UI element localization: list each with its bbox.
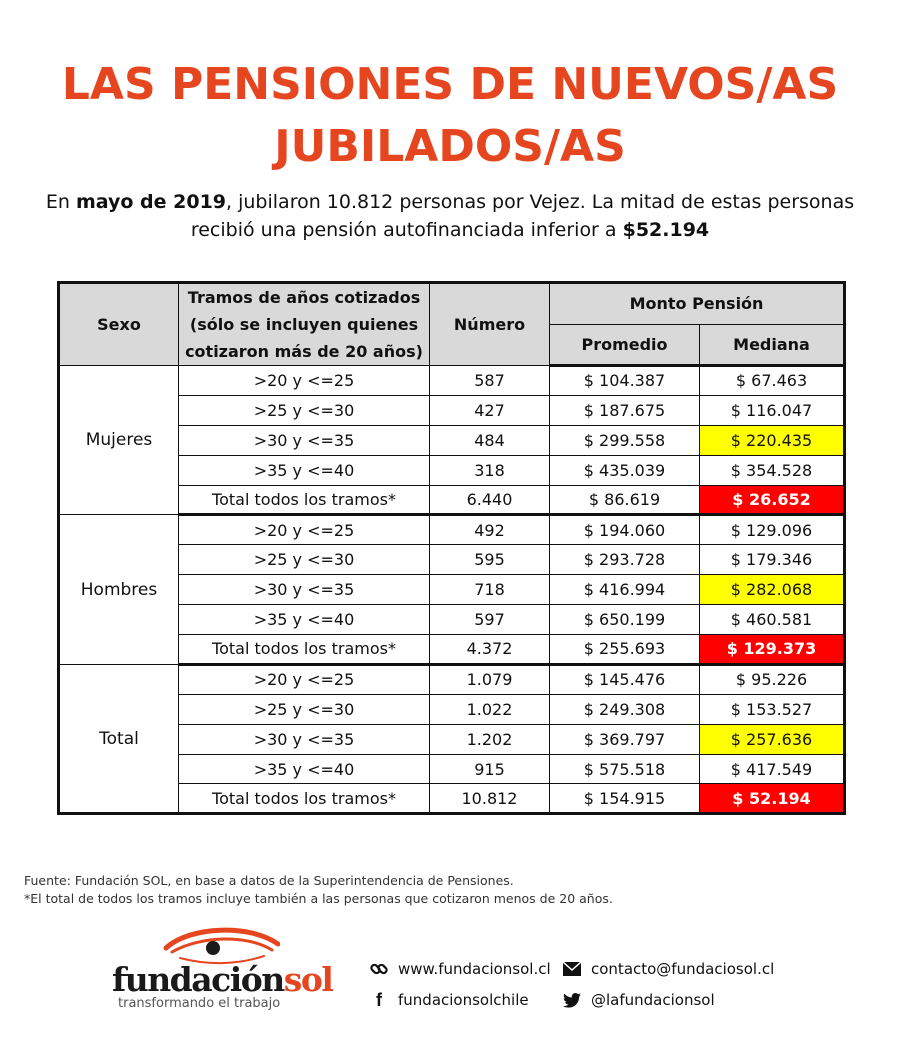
cell-tramo: Total todos los tramos*	[179, 635, 430, 665]
website-contact[interactable]	[370, 960, 551, 978]
header-numero: Número	[430, 283, 550, 366]
logo-word-main: fundación	[112, 960, 284, 999]
cell-numero: 587	[430, 366, 550, 396]
cell-mediana: $ 95.226	[700, 664, 845, 694]
cell-mediana: $ 116.047	[700, 395, 845, 425]
twitter-link[interactable]: @lafundacionsol	[591, 991, 715, 1009]
cell-numero: 1.022	[430, 694, 550, 724]
cell-mediana: $ 417.549	[700, 754, 845, 784]
cell-mediana: $ 67.463	[700, 366, 845, 396]
cell-sexo: Hombres	[59, 515, 179, 664]
cell-promedio: $ 145.476	[550, 664, 700, 694]
cell-sexo: Mujeres	[59, 366, 179, 515]
header-mediana: Mediana	[700, 324, 845, 366]
table-row	[59, 515, 845, 545]
cell-mediana: $ 26.652	[700, 485, 845, 515]
cell-tramo: Total todos los tramos*	[179, 784, 430, 814]
cell-tramo: >25 y <=30	[179, 694, 430, 724]
cell-mediana: $ 153.527	[700, 694, 845, 724]
twitter-contact[interactable]	[563, 991, 715, 1009]
cell-tramo: >35 y <=40	[179, 754, 430, 784]
facebook-link[interactable]: fundacionsolchile	[398, 991, 529, 1009]
table-body	[59, 366, 845, 814]
header-tramos: Tramos de años cotizados (sólo se incluyen quienes cotizaron más de 20 años)	[179, 283, 430, 366]
cell-promedio: $ 435.039	[550, 455, 700, 485]
logo-word-accent: sol	[283, 960, 333, 999]
title-line-1: LAS PENSIONES DE NUEVOS/AS	[61, 59, 839, 110]
source-note: Fuente: Fundación SOL, en base a datos de la Superintendencia de Pensiones.	[24, 873, 514, 888]
cell-tramo: >35 y <=40	[179, 455, 430, 485]
notes	[24, 872, 884, 908]
table-row	[59, 664, 845, 694]
header-monto-pension: Monto Pensión	[550, 283, 845, 325]
cell-promedio: $ 104.387	[550, 366, 700, 396]
cell-numero: 597	[430, 605, 550, 635]
cell-mediana: $ 129.373	[700, 635, 845, 665]
cell-promedio: $ 249.308	[550, 694, 700, 724]
cell-numero: 915	[430, 754, 550, 784]
cell-numero: 1.202	[430, 724, 550, 754]
cell-promedio: $ 86.619	[550, 485, 700, 515]
website-link[interactable]: www.fundacionsol.cl	[398, 960, 551, 978]
cell-tramo: Total todos los tramos*	[179, 485, 430, 515]
cell-promedio: $ 369.797	[550, 724, 700, 754]
cell-tramo: >20 y <=25	[179, 664, 430, 694]
cell-promedio: $ 154.915	[550, 784, 700, 814]
cell-mediana: $ 129.096	[700, 515, 845, 545]
cell-numero: 4.372	[430, 635, 550, 665]
cell-mediana: $ 52.194	[700, 784, 845, 814]
logo-tagline: transformando el trabajo	[118, 996, 281, 1011]
cell-mediana: $ 282.068	[700, 575, 845, 605]
cell-tramo: >20 y <=25	[179, 515, 430, 545]
page-title	[0, 54, 900, 178]
cell-mediana: $ 354.528	[700, 455, 845, 485]
envelope-icon	[563, 960, 581, 978]
cell-numero: 595	[430, 545, 550, 575]
facebook-icon: f	[376, 989, 382, 1010]
cell-promedio: $ 299.558	[550, 425, 700, 455]
subtitle-text-2: , jubilaron 10.812 personas por Vejez. La mitad de estas personas recibió una pensión autofinanciada inferior a	[190, 191, 855, 241]
cell-tramo: >25 y <=30	[179, 395, 430, 425]
cell-mediana: $ 220.435	[700, 425, 845, 455]
subtitle	[20, 188, 880, 244]
cell-tramo: >20 y <=25	[179, 366, 430, 396]
header-sexo: Sexo	[59, 283, 179, 366]
cell-numero: 427	[430, 395, 550, 425]
cell-tramo: >35 y <=40	[179, 605, 430, 635]
cell-numero: 1.079	[430, 664, 550, 694]
twitter-icon	[563, 991, 581, 1009]
email-contact[interactable]	[563, 960, 774, 978]
pension-table	[57, 281, 846, 815]
subtitle-text-1: En	[45, 191, 76, 213]
cell-promedio: $ 293.728	[550, 545, 700, 575]
logo-wordmark	[112, 960, 332, 999]
cell-numero: 484	[430, 425, 550, 455]
facebook-contact[interactable]	[370, 991, 529, 1009]
cell-tramo: >30 y <=35	[179, 425, 430, 455]
cell-mediana: $ 179.346	[700, 545, 845, 575]
title-line-2: JUBILADOS/AS	[274, 121, 626, 172]
cell-numero: 6.440	[430, 485, 550, 515]
cell-numero: 318	[430, 455, 550, 485]
subtitle-date: mayo de 2019	[75, 191, 227, 213]
footnote: *El total de todos los tramos incluye también a las personas que cotizaron menos de 20 años.	[24, 891, 613, 906]
cell-numero: 10.812	[430, 784, 550, 814]
cell-mediana: $ 460.581	[700, 605, 845, 635]
cell-numero: 718	[430, 575, 550, 605]
cell-numero: 492	[430, 515, 550, 545]
cell-promedio: $ 255.693	[550, 635, 700, 665]
link-icon	[370, 960, 388, 978]
cell-sexo: Total	[59, 664, 179, 813]
cell-promedio: $ 194.060	[550, 515, 700, 545]
cell-promedio: $ 575.518	[550, 754, 700, 784]
fundacion-sol-logo	[112, 922, 342, 1022]
cell-mediana: $ 257.636	[700, 724, 845, 754]
cell-promedio: $ 650.199	[550, 605, 700, 635]
header-promedio: Promedio	[550, 324, 700, 366]
cell-promedio: $ 416.994	[550, 575, 700, 605]
email-link[interactable]: contacto@fundaciosol.cl	[591, 960, 775, 978]
subtitle-median-value: $52.194	[622, 219, 710, 241]
table-row	[59, 366, 845, 396]
cell-tramo: >25 y <=30	[179, 545, 430, 575]
cell-tramo: >30 y <=35	[179, 724, 430, 754]
cell-promedio: $ 187.675	[550, 395, 700, 425]
cell-tramo: >30 y <=35	[179, 575, 430, 605]
